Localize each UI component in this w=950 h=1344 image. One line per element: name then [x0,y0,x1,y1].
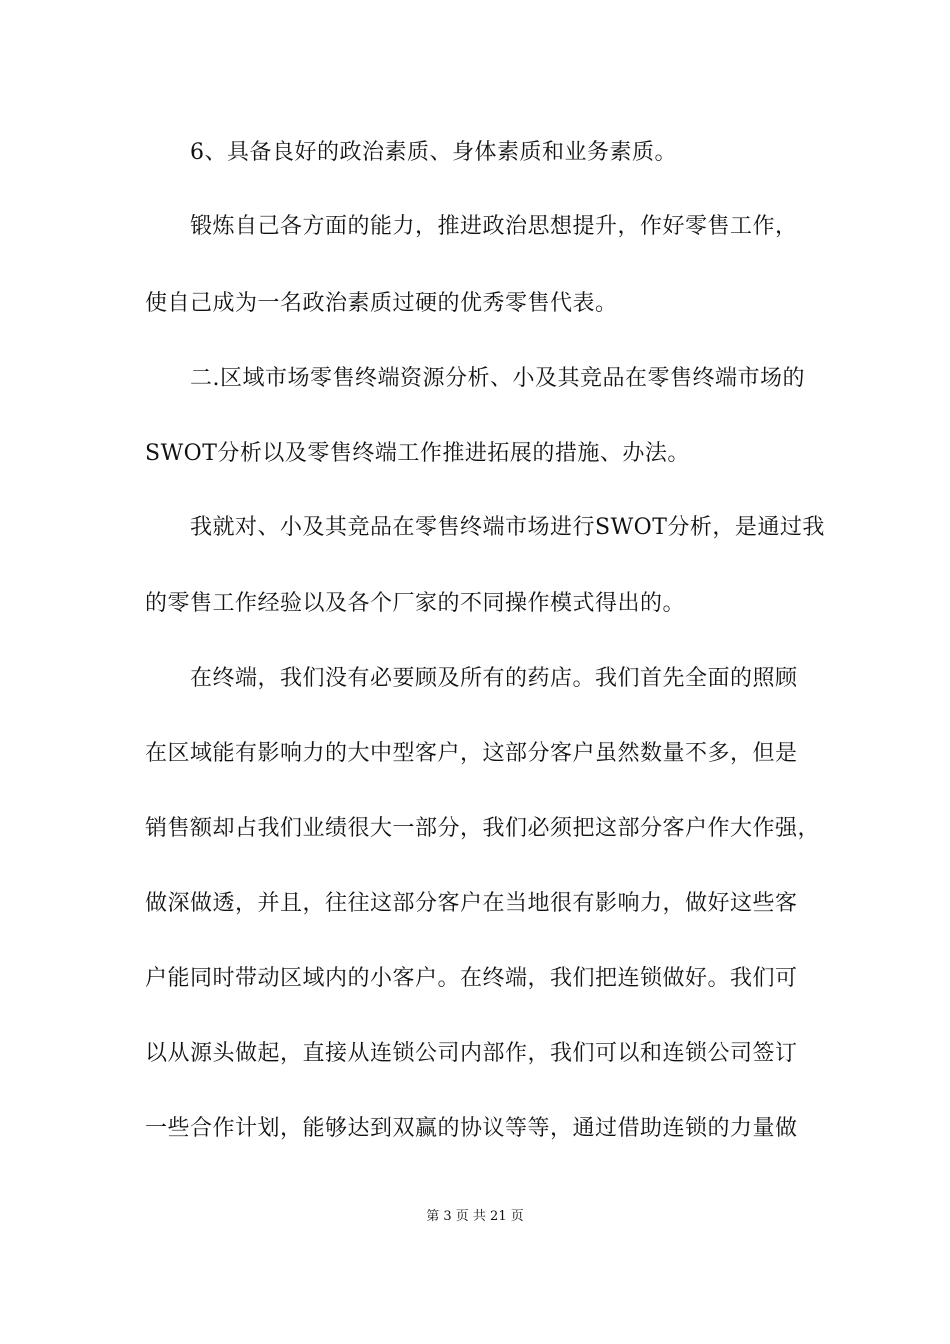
text-line-10: 销售额却占我们业绩很大一部分，我们必须把这部分客户作大作强， [145,816,821,841]
page-footer: 第 3 页 共 21 页 [426,1209,524,1224]
text-line-8: 在终端，我们没有必要顾及所有的药店。我们首先全面的照顾 [190,666,798,691]
text-line-4: 二.区域市场零售终端资源分析、小及其竞品在零售终端市场的 [190,366,805,391]
text-line-6: 我就对、小及其竞品在零售终端市场进行SWOT分析，是通过我 [190,515,825,540]
text-line-12: 户能同时带动区域内的小客户。在终端，我们把连锁做好。我们可 [145,966,798,991]
text-line-7: 的零售工作经验以及各个厂家的不同操作模式得出的。 [145,591,686,616]
text-line-13: 以从源头做起，直接从连锁公司内部作，我们可以和连锁公司签订 [145,1041,798,1066]
text-line-9: 在区域能有影响力的大中型客户，这部分客户虽然数量不多，但是 [145,741,798,766]
text-line-1: 6、具备良好的政治素质、身体素质和业务素质。 [190,140,677,165]
text-line-5: SWOT分析以及零售终端工作推进拓展的措施、办法。 [145,441,690,466]
text-line-11: 做深做透，并且，往往这部分客户在当地很有影响力，做好这些客 [145,891,798,916]
text-line-3: 使自己成为一名政治素质过硬的优秀零售代表。 [145,291,618,316]
text-line-14: 一些合作计划，能够达到双赢的协议等等，通过借助连锁的力量做 [145,1116,798,1141]
text-line-2: 锻炼自己各方面的能力，推进政治思想提升，作好零售工作， [190,214,798,239]
